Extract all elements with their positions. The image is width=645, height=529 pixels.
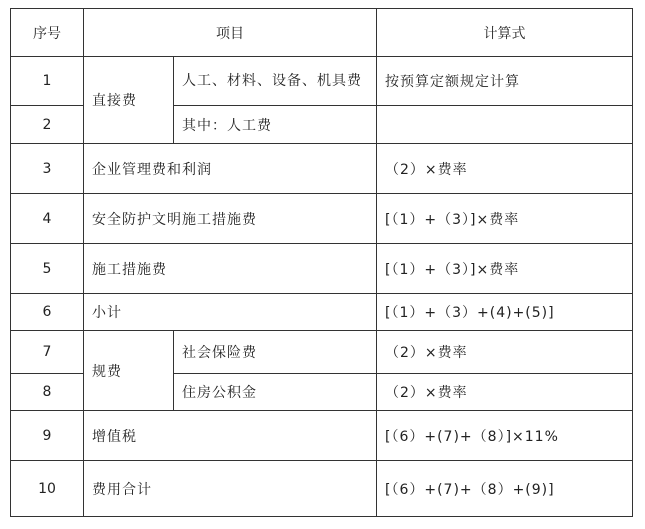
row-item: 安全防护文明施工措施费 <box>84 194 377 244</box>
row-number: 6 <box>11 294 84 331</box>
row-item: 人工、材料、设备、机具费 <box>174 57 377 106</box>
group-label-regulatory-fee: 规费 <box>84 331 174 411</box>
row-formula: （2）×费率 <box>377 331 633 374</box>
row-item: 费用合计 <box>84 461 377 517</box>
row-formula: [（1）+（3）]×费率 <box>377 194 633 244</box>
row-formula <box>377 106 633 144</box>
row-item: 施工措施费 <box>84 244 377 294</box>
row-formula: （2）×费率 <box>377 144 633 194</box>
row-formula: [（1）+（3）]×费率 <box>377 244 633 294</box>
row-number: 2 <box>11 106 84 144</box>
header-row <box>11 9 633 57</box>
table-row <box>11 57 633 106</box>
row-number: 9 <box>11 411 84 461</box>
table-row <box>11 461 633 517</box>
table-row <box>11 244 633 294</box>
row-number: 7 <box>11 331 84 374</box>
table-row <box>11 144 633 194</box>
row-item: 社会保险费 <box>174 331 377 374</box>
row-number: 8 <box>11 374 84 411</box>
table-row <box>11 294 633 331</box>
header-no: 序号 <box>11 9 84 57</box>
table-row <box>11 411 633 461</box>
row-formula: 按预算定额规定计算 <box>377 57 633 106</box>
row-number: 4 <box>11 194 84 244</box>
header-formula: 计算式 <box>377 9 633 57</box>
row-item: 住房公积金 <box>174 374 377 411</box>
fee-calculation-table <box>10 8 633 517</box>
row-number: 5 <box>11 244 84 294</box>
table-row <box>11 331 633 374</box>
table-row <box>11 194 633 244</box>
row-number: 10 <box>11 461 84 517</box>
row-formula: [（6）+(7)+（8）]×11% <box>377 411 633 461</box>
row-number: 1 <box>11 57 84 106</box>
row-formula: （2）×费率 <box>377 374 633 411</box>
row-formula: [（1）+（3）+(4)+(5)] <box>377 294 633 331</box>
row-item: 企业管理费和利润 <box>84 144 377 194</box>
row-formula: [（6）+(7)+（8）+(9)] <box>377 461 633 517</box>
row-item: 小计 <box>84 294 377 331</box>
row-number: 3 <box>11 144 84 194</box>
group-label-direct-cost: 直接费 <box>84 57 174 144</box>
header-item: 项目 <box>84 9 377 57</box>
row-item: 增值税 <box>84 411 377 461</box>
row-item: 其中：人工费 <box>174 106 377 144</box>
